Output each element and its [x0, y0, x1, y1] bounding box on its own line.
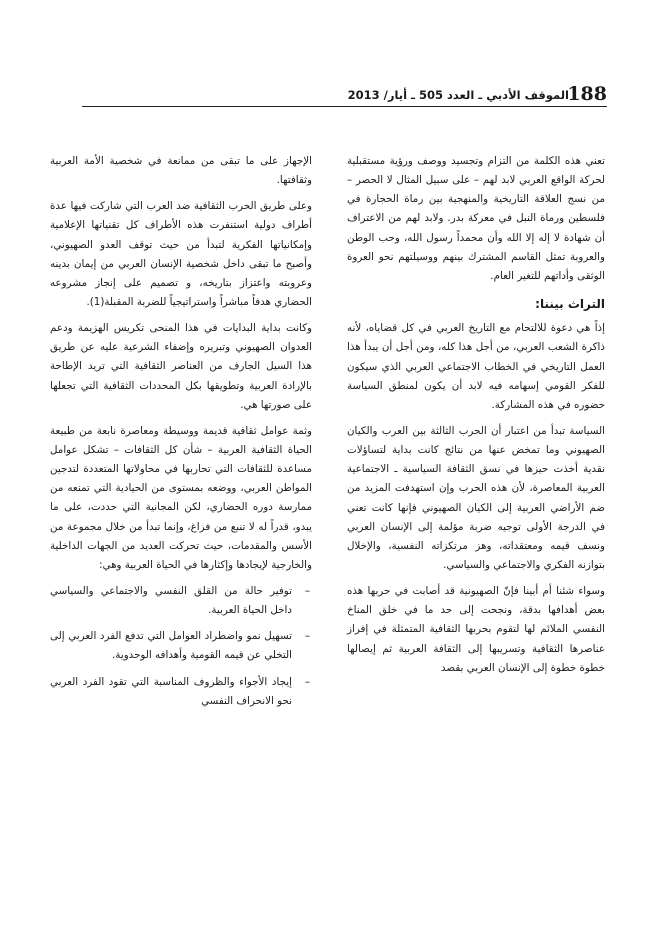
header-rule — [82, 106, 607, 107]
list-item: – تسهيل نمو واضطراد العوامل التي تدفع الفرد العربي إلى التخلي عن قيمه القومية وأهدافه الوحدوية. — [50, 627, 312, 665]
paragraph: وثمة عوامل ثقافية قديمة ووسيطة ومعاصرة نابعة من طبيعة الحياة الثقافية العربية – شأن كل الثقافات – تشكل عوامل مساعدة للثقافات التي تحاربها في محاولاتها المتعددة لتدجين المواطن العربي، ووضعه بمستوى من الحيادية التي تمنعه من ممارسة دوره الحضاري، لكن المجانية التي حددت، على ما يبدو، قدراً له لا تنبع من فراغ، وإنما تبدأ من خلال مجموعة من الأسس والمقدمات، حيث تحركت العديد من الجهات الداخلية والخارجية لإيجادها وإكثارها في الحياة العربية وهي: — [50, 424, 312, 571]
paragraph: تعني هذه الكلمة من التزام وتجسيد ووصف ورؤية مستقبلية لحركة الواقع العربي لابد لهم – على سبيل المثال لا الحصر – من نسج العلاقة التاريخية والمنهجية بين رماة الحجارة في فلسطين ورماة النبل في معركة بدر. ولابد لهم من الاعتراف أن شهادة لا إله إلا الله وأن محمداً رسول الله، وحب الوطن والعروبة تمثل القاسم المشترك بينهم ووسيلتهم نحو العروة الوثقى وأداتهم للتغير العام. — [347, 155, 605, 282]
section-heading: التراث بيننا: — [535, 296, 605, 311]
text-column-right — [347, 152, 605, 685]
page-header — [44, 83, 607, 108]
bullet-list — [50, 582, 312, 711]
text-column-left — [50, 152, 312, 718]
list-item: – توفير حالة من القلق النفسي والاجتماعي والسياسي داخل الحياة العربية. — [50, 582, 312, 620]
paragraph: وعلى طريق الحرب الثقافية ضد العرب التي شاركت فيها عدة أطراف دولية استنفرت هذه الأطراف كل تقنياتها الإعلامية وإمكانياتها الفكرية لتبدأ من حيث توقف العدو الصهيوني، وأصبح ما تبقى داخل شخصية الإنسان العربي من إيمان بدينه وعروبته واعتزاز بتاريخه، و تصميم على إنجاز مشروعه الحضاري هدفاً مباشراً واستراتيجياً للضربة المقبلة(1). — [50, 200, 312, 308]
paragraph: وسواء شئنا أم أبينا فإنّ الصهيونية قد أصابت في حربها هذه بعض أهدافها بدقة، ونجحت إلى حد ما في خلق المناخ النفسي الملائم لها لتقوم بحربها الثقافية المتمثلة في إفراز عناصرها الثقافية وتسريبها إلى الثقافة العربية ثم إيصالها خطوة خطوة إلى الإنسان العربي بقصد — [347, 585, 605, 674]
list-item: – إيجاد الأجواء والظروف المناسبة التي تقود الفرد العربي نحو الانحراف النفسي — [50, 673, 312, 711]
paragraph: السياسة تبدأ من اعتبار أن الحرب الثالثة بين العرب والكيان الصهيوني وما تمخض عنها من نتائج كانت بداية لتساؤلات نقدية أخذت حيزها في نسق الثقافة السياسية ـ الاجتماعية العربية المعاصرة، لأن هذه الحرب وإن استهدفت المزيد من ضم الأراضي العربية إلى الكيان الصهيوني فإنها كانت تعني في الدرجة الأولى توجيه ضربة مؤلمة إلى الإنسان العربي ونسف قيمه ومعتقداته، وهز مرتكزاته النفسية، والإخلال بتوازنه الفكري والاجتماعي والسياسي. — [347, 425, 605, 571]
running-head: الموقف الأدبي ـ العدد 505 ـ أيار/ 2013 — [347, 88, 569, 102]
paragraph: إذاً هي دعوة للالتحام مع التاريخ العربي في كل قضاياه، لأنه ذاكرة الشعب العربي، من أجل هذا كله، ومن أجل أن يبدأ هذا العمل التاريخي في الخطاب الاجتماعي العربي الذي سيكون للفكر القومي إسهامه فيه لابد أن يكون لمنطق السياسة حضوره في هذه المشاركة. — [347, 322, 605, 411]
paragraph: الإجهاز على ما تبقى من ممانعة في شخصية الأمة العربية وثقافتها. — [50, 155, 312, 187]
paragraph: وكانت بداية البدايات في هذا المنحى تكريس الهزيمة ودعم العدوان الصهيوني وتبريره وإضفاء الشرعية عليه عن طريق هذا السيل الجارف من العناصر الثقافية التي تريد الإطاحة بالإرادة العربية وتطويقها بكل المحددات الثقافية التي تجعلها على صورتها هي. — [50, 322, 312, 411]
page-number: 188 — [567, 83, 607, 105]
